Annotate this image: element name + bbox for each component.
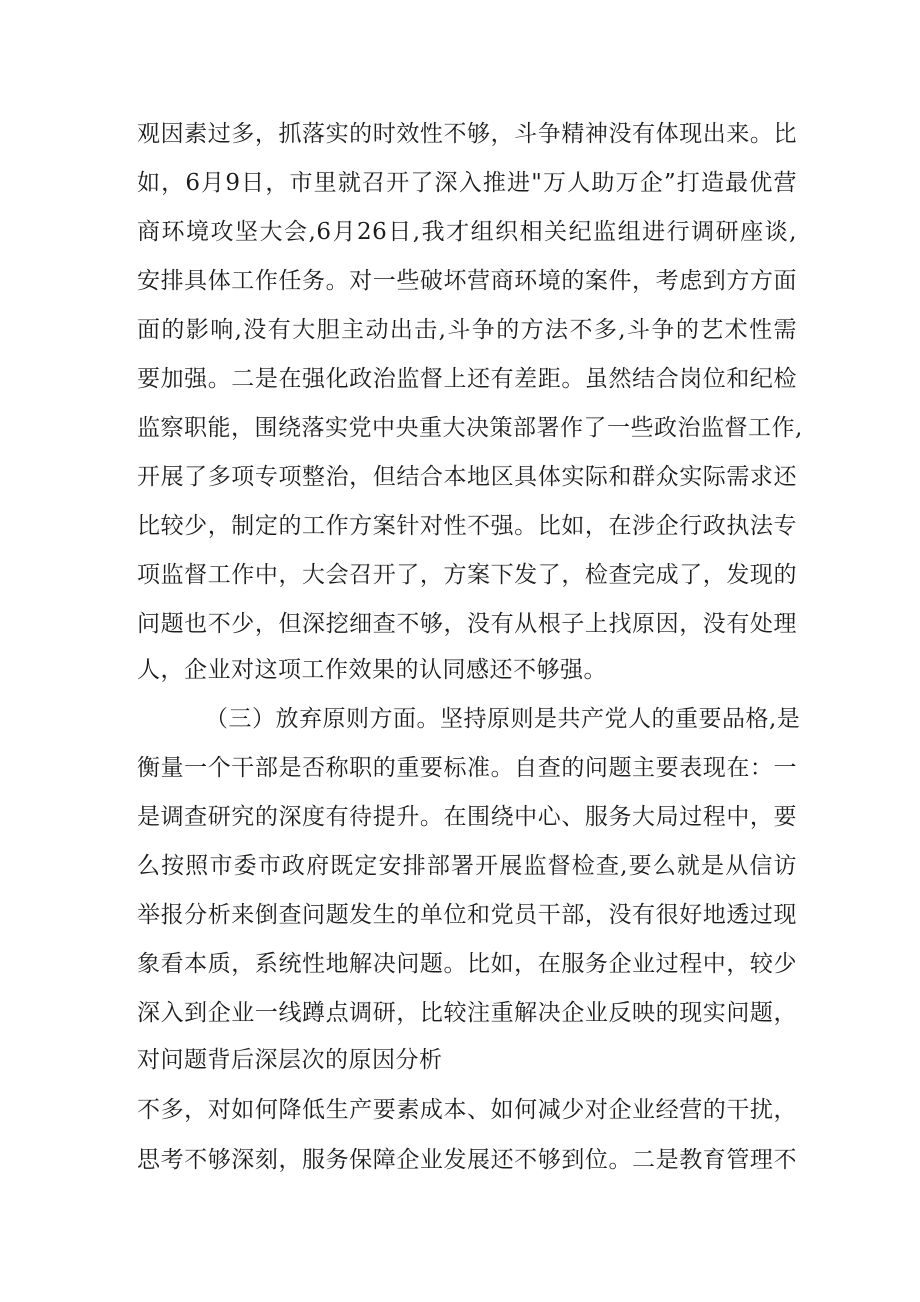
text-line-7: 监察职能，围绕落实党中央重大决策部署作了一些政治监督工作,: [137, 415, 803, 441]
text-line-10: 项监督工作中，大会召开了，方案下发了，检查完成了，发现的: [137, 562, 797, 588]
text-line-4: 安排具体工作任务。对一些破坏营商环境的案件，考虑到方方面: [137, 268, 797, 294]
text-line-2: 如，6月9日，市里就召开了深入推进"万人助万企”打造最优营: [137, 170, 797, 196]
text-line-15: 是调查研究的深度有待提升。在围绕中心、服务大局过程中，要: [137, 804, 797, 830]
text-line-14: 衡量一个干部是否称职的重要标准。自查的问题主要表现在：一: [137, 755, 797, 781]
text-line-9: 比较少，制定的工作方案针对性不强。比如，在涉企行政执法专: [137, 513, 797, 539]
text-line-21: 不多，对如何降低生产要素成本、如何减少对企业经营的干扰，: [137, 1097, 797, 1123]
text-line-1: 观因素过多，抓落实的时效性不够，斗争精神没有体现出来。比: [137, 121, 797, 147]
text-line-16: 么按照市委市政府既定安排部署开展监督检查,要么就是从信访: [137, 853, 797, 879]
text-line-18: 象看本质，系统性地解决问题。比如，在服务企业过程中，较少: [137, 951, 797, 977]
text-line-6: 要加强。二是在强化政治监督上还有差距。虽然结合岗位和纪检: [137, 366, 797, 392]
text-line-17: 举报分析来倒查问题发生的单位和党员干部，没有很好地透过现: [137, 902, 797, 928]
text-line-11: 问题也不少，但深挖细查不够，没有从根子上找原因，没有处理: [137, 611, 797, 637]
text-line-8: 开展了多项专项整治，但结合本地区具体实际和群众实际需求还: [137, 464, 797, 490]
text-line-20: 对问题背后深层次的原因分析: [137, 1047, 443, 1073]
text-line-19: 深入到企业一线蹲点调研，比较注重解决企业反映的现实问题，: [137, 1000, 797, 1026]
paragraph-heading-line: （三）放弃原则方面。坚持原则是共产党人的重要品格,是: [205, 706, 801, 732]
text-line-12: 人，企业对这项工作效果的认同感还不够强。: [137, 657, 607, 683]
text-line-22: 思考不够深刻，服务保障企业发展还不够到位。二是教育管理不: [137, 1147, 797, 1173]
text-line-5: 面的影响,没有大胆主动出击,斗争的方法不多,斗争的艺术性需: [137, 317, 797, 343]
text-line-3: 商环境攻坚大会,6月26日,我才组织相关纪监组进行调研座谈,: [137, 219, 797, 245]
